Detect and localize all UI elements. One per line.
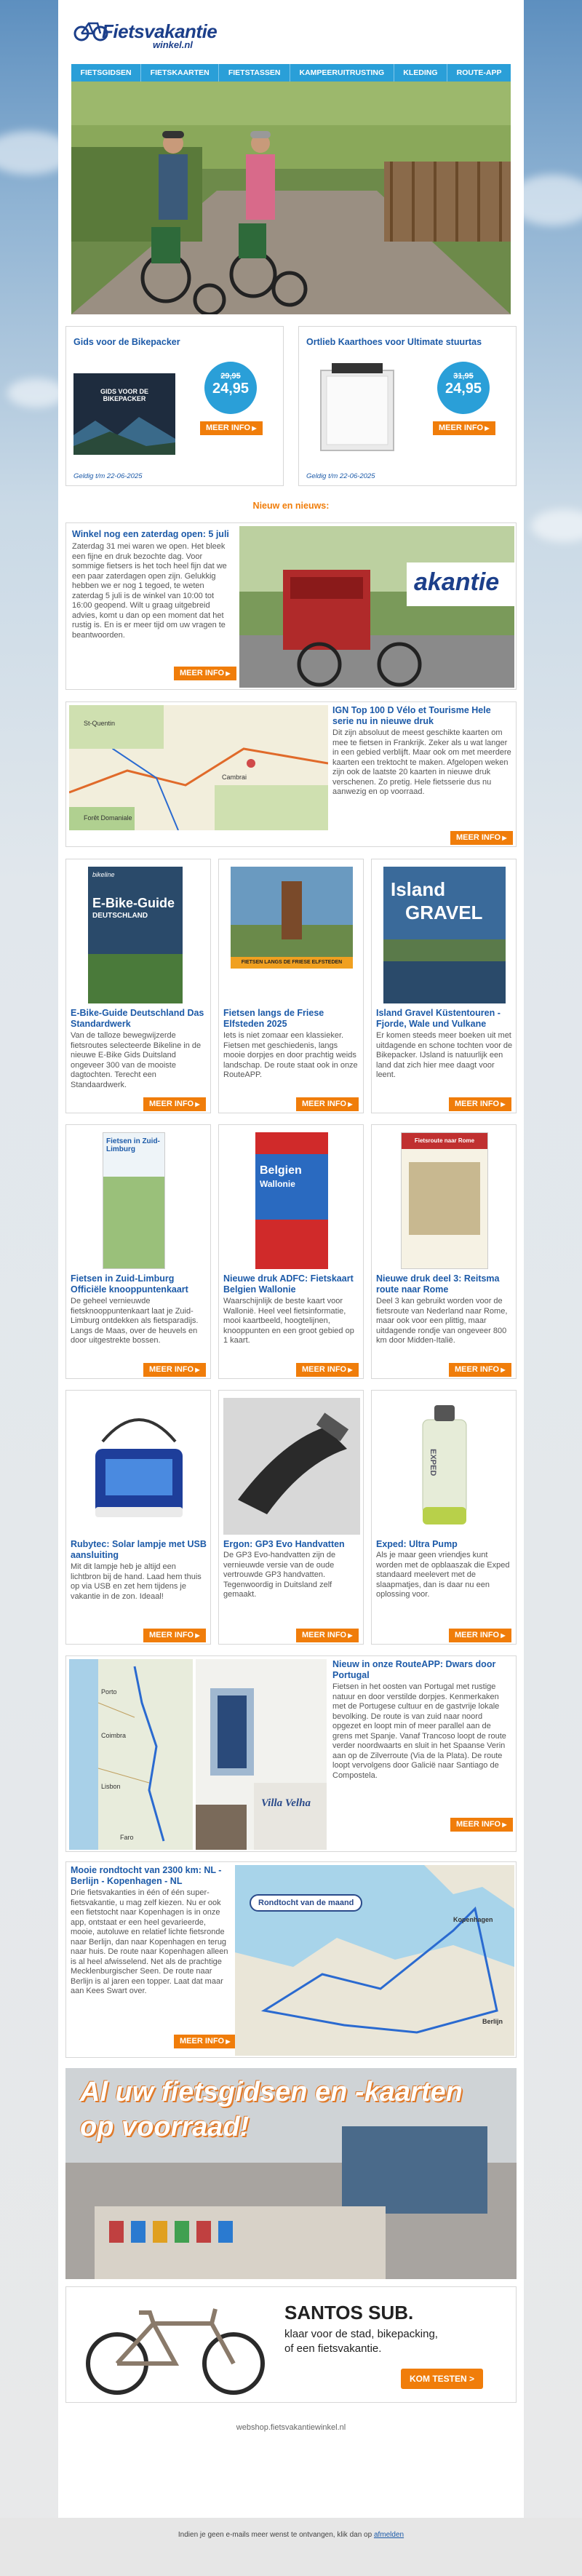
roundtrip-card[interactable] xyxy=(65,1861,517,2058)
logo[interactable] xyxy=(73,10,218,54)
map-label: Kopenhagen xyxy=(453,1916,493,1923)
nav-fietskaarten[interactable]: FIETSKAARTEN xyxy=(141,64,219,82)
ebike-guide-cover: bikeline E-Bike-Guide DEUTSCHLAND xyxy=(88,867,183,1003)
ign-card[interactable] xyxy=(65,701,517,847)
map-label: Berlijn xyxy=(482,2018,503,2025)
cyclists-photo xyxy=(71,82,511,314)
store-news-title: Winkel nog een zaterdag open: 5 juli xyxy=(72,529,229,539)
meer-info-button[interactable]: MEER INFO ▶ xyxy=(449,1097,511,1111)
santos-line2: of een fietsvakantie. xyxy=(284,2342,382,2355)
meer-info-button[interactable]: MEER INFO ▶ xyxy=(449,1363,511,1377)
reitsma-rome-cover: Fietsroute naar Rome xyxy=(401,1132,488,1269)
ergon-grips-image xyxy=(223,1398,360,1535)
meer-info-button[interactable]: MEER INFO ▶ xyxy=(200,421,263,435)
old-price: 31,95 xyxy=(453,372,474,381)
main-nav xyxy=(71,64,511,82)
meer-info-button[interactable]: MEER INFO ▶ xyxy=(174,667,236,680)
product-title: Ergon: GP3 Evo Handvatten xyxy=(223,1539,345,1549)
solar-lamp-image xyxy=(81,1398,197,1535)
offer-card-bikepacker[interactable] xyxy=(65,326,284,486)
product-card-solar-lamp[interactable] xyxy=(65,1390,211,1645)
routeapp-body: Fietsen in het oosten van Portugal met rustige natuur en door verstilde dorpjes. Kenmerkaken met de Portugese cultuur en de gastvrije lokale bevolking. De route is van zuid naar noord opgezet en loopt min of meer parallel aan de grens met Spanje. Vanaf Trancoso loopt de route verder noordwaarts en sluit in het Spaanse Verin aan op de Zilverroute (Via de la Plata). De route loopt vervolgens door Galicië naar Santiago de Compostela. xyxy=(332,1682,506,1780)
nav-kampeeruitrusting[interactable]: KAMPEERUITRUSTING xyxy=(290,64,394,82)
footer-url[interactable]: webshop.fietsvakantiewinkel.nl xyxy=(236,2423,346,2432)
meer-info-button[interactable]: MEER INFO ▶ xyxy=(143,1629,206,1642)
meer-info-button[interactable]: MEER INFO ▶ xyxy=(143,1363,206,1377)
meer-info-button[interactable]: MEER INFO ▶ xyxy=(296,1097,359,1111)
ign-title: IGN Top 100 D Vélo et Tourisme Hele serie nu in nieuwe druk xyxy=(332,705,491,726)
product-title: Nieuwe druk deel 3: Reitsma route naar Rome xyxy=(376,1273,500,1295)
new-price: 24,95 xyxy=(445,381,482,397)
bikepacker-book-cover: GIDS VOOR DE BIKEPACKER xyxy=(73,373,175,455)
kom-testen-button[interactable]: KOM TESTEN > xyxy=(401,2369,483,2389)
map-label: Porto xyxy=(101,1688,117,1696)
meer-info-button[interactable]: MEER INFO ▶ xyxy=(143,1097,206,1111)
map-case-image xyxy=(314,363,401,458)
nav-route-app[interactable]: ROUTE-APP xyxy=(456,68,502,77)
product-title: Fietsen in Zuid-Limburg Officiële knooppuntenkaart xyxy=(71,1273,188,1295)
elfsteden-cover: FIETSEN LANGS DE FRIESE ELFSTEDEN xyxy=(231,867,353,969)
exped-pump-image: EXPED xyxy=(415,1405,474,1529)
newsletter xyxy=(58,0,524,2518)
map-label: Lisbon xyxy=(101,1783,121,1790)
product-card-elfsteden[interactable] xyxy=(218,859,364,1113)
unsubscribe-text: Indien je geen e-mails meer wenst te ontvangen, klik dan op xyxy=(178,2531,372,2539)
meer-info-button[interactable]: MEER INFO ▶ xyxy=(174,2035,236,2048)
meer-info-button[interactable]: MEER INFO ▶ xyxy=(449,1629,511,1642)
product-body: Als je maar geen vriendjes kunt worden met de opblaaszak die Exped standaard meelevert met de slaapmatjes, dan is daar nu een oplossing voor. xyxy=(376,1551,510,1599)
valid-until: Geldig t/m 22-06-2025 xyxy=(73,472,143,480)
product-card-zuid-limburg[interactable] xyxy=(65,1124,211,1379)
product-body: Mit dit lampje heb je altijd een lichtbron bij de hand. Laad hem thuis op via USB en zet hem tijdens je vakantie in de zon. Ideaal! xyxy=(71,1562,202,1601)
product-title: Island Gravel Küstentouren - Fjorde, Wale und Vulkane xyxy=(376,1008,501,1029)
santos-bike-image xyxy=(81,2294,270,2396)
product-card-belgien-wallonie[interactable] xyxy=(218,1124,364,1379)
routeapp-portugal-card[interactable] xyxy=(65,1655,517,1852)
store-photo xyxy=(239,526,514,688)
banner-line2: op voorraad! xyxy=(80,2112,250,2142)
news-heading: Nieuw en nieuws: xyxy=(252,501,330,511)
meer-info-button[interactable]: MEER INFO ▶ xyxy=(433,421,495,435)
product-card-ebike-guide[interactable] xyxy=(65,859,211,1113)
product-body: Er komen steeds meer boeken uit met uitdagende en schone tochten voor de Bikepacker. IJsland is natuurlijk een land dat zich hier mee daagt voor leent. xyxy=(376,1031,513,1079)
store-sign-text: akantie xyxy=(414,568,500,596)
map-label: Cambrai xyxy=(222,774,247,781)
nav-fietsgidsen[interactable]: FIETSGIDSEN xyxy=(71,64,141,82)
belgien-wallonie-cover: Belgien Wallonie xyxy=(255,1132,328,1269)
product-body: Deel 3 kan gebruikt worden voor de fietsroute van Nederland naar Rome, maar ook voor een plittig, maar uitdagende rondje van ongeveer 800 km door Midden-Italië. xyxy=(376,1297,508,1345)
meer-info-button[interactable]: MEER INFO ▶ xyxy=(450,831,513,845)
offer-card-ortlieb[interactable] xyxy=(298,326,517,486)
map-label: St-Quentin xyxy=(84,720,116,727)
nav-kleding[interactable]: KLEDING xyxy=(394,64,447,82)
zuid-limburg-cover: Fietsen in Zuid-Limburg xyxy=(103,1132,165,1269)
map-label: Coimbra xyxy=(101,1732,127,1739)
unsubscribe-link[interactable]: afmelden xyxy=(373,2531,404,2539)
product-title: Fietsen langs de Friese Elfsteden 2025 xyxy=(223,1008,324,1029)
unsubscribe-line xyxy=(0,2531,582,2539)
roundtrip-body: Drie fietsvakanties in één of één super-fietsvakantie, u mag zelf kiezen. Nu er ook een fietstocht naar Kopenhagen is in onze app, ontstaat er een heel gevarieerde, mooie, autoluwe en relatief lichte fietsronde naar Berlijn, dan naar Kopenhagen en terug naar huis. De route naar Kopenhagen alleen is al heel afwisselend. Net als de prachtige Mecklenburgischer Seen. De route naar Berlijn is al jaren een topper. Laat dat maar aan Kees Swart over. xyxy=(71,1888,228,1995)
roundtrip-title: Mooie rondtocht van 2300 km: NL - Berlijn - Kopenhagen - NL xyxy=(71,1865,222,1886)
product-title: Nieuwe druk ADFC: Fietskaart Belgien Wallonie xyxy=(223,1273,354,1295)
new-price: 24,95 xyxy=(212,381,250,397)
santos-title: SANTOS SUB. xyxy=(284,2302,414,2323)
product-body: Iets is niet zomaar een klassieker. Fietsen met geschiedenis, langs mooie dorpjes en door prachtig weids landschap. De route staat ook in onze RouteAPP. xyxy=(223,1031,358,1079)
offer-title: Ortlieb Kaarthoes voor Ultimate stuurtas xyxy=(306,337,482,347)
routeapp-title: Nieuw in onze RouteAPP: Dwars door Portugal xyxy=(332,1659,496,1680)
offer-title: Gids voor de Bikepacker xyxy=(73,337,180,347)
ign-map-image xyxy=(69,705,328,830)
portugal-village-photo xyxy=(196,1659,327,1850)
nav-fietstassen[interactable]: FIETSTASSEN xyxy=(219,64,290,82)
product-body: Van de talloze bewegwijzerde fietsroutes selecteerde Bikeline in de nieuwe E-Bike Gids Duitsland ongeveer 300 van de mooiste dagtochten. Terecht een Standaardwerk. xyxy=(71,1031,202,1089)
product-title: Exped: Ultra Pump xyxy=(376,1539,458,1549)
store-news-body: Zaterdag 31 mei waren we open. Het bleek een fijne en druk bezochte dag. Voor sommige fietsers is het toch heel fijn dat we een paar zaterdagen open zijn. Gelukkig hebben we er nog 1 tegoed, te weten zaterdag 5 juli is de winkel van 10:00 tot 16:00 geopend. Wilt u graag uitgebreid advies, komt u dan op een moment dat het rustig is. En is er meer tijd om uw vragen te beantwoorden. xyxy=(72,542,227,640)
ign-body: Dit zijn absoluut de meest geschikte kaarten om mee te fietsen in Frankrijk. Zeker als u wat langer in een gebied verblijft. Maar ook om met meerdere kaarten een trektocht te maken. Afgelopen weken zijn ook de laatste 20 kaarten in nieuwe druk verschenen. Zo pretig. Hele fietsserie dus nu aanwezig en op voorraad. xyxy=(332,728,511,796)
product-card-island-gravel[interactable] xyxy=(371,859,517,1113)
map-label: Forêt Domaniale xyxy=(84,814,132,822)
logo-sub: winkel.nl xyxy=(153,39,193,50)
portugal-route-map xyxy=(69,1659,193,1850)
price-badge xyxy=(204,362,257,414)
product-body: De geheel vernieuwde fietsknooppuntenkaart laat je Zuid-Limburg ontdekken als fietsparadijs. Langs de Maas, over de heuvels en door uitgestrekte bossen. xyxy=(71,1297,199,1345)
rondtocht-badge: Rondtocht van de maand xyxy=(250,1894,362,1912)
valid-until: Geldig t/m 22-06-2025 xyxy=(306,472,375,480)
meer-info-button[interactable]: MEER INFO ▶ xyxy=(296,1629,359,1642)
product-title: Rubytec: Solar lampje met USB aansluiting xyxy=(71,1539,207,1560)
santos-ad[interactable] xyxy=(65,2286,517,2403)
product-card-ergon-grips[interactable] xyxy=(218,1390,364,1645)
meer-info-button[interactable]: MEER INFO ▶ xyxy=(296,1363,359,1377)
island-gravel-cover: Island GRAVEL xyxy=(383,867,506,1003)
product-card-exped-pump[interactable] xyxy=(371,1390,517,1645)
product-card-reitsma-rome[interactable] xyxy=(371,1124,517,1379)
hero-image[interactable] xyxy=(71,82,511,314)
store-banner[interactable] xyxy=(65,2068,517,2279)
product-body: Waarschijnlijk de beste kaart voor Wallonië. Heel veel fietsinformatie, mooi kaartbeeld, hoogtelijnen, knooppunten en een groot gebied op 1 kaart. xyxy=(223,1297,354,1345)
santos-line1: klaar voor de stad, bikepacking, xyxy=(284,2328,438,2340)
old-price: 29,95 xyxy=(220,372,241,381)
logo-main: Fietsvakantie xyxy=(102,20,218,42)
village-sign-text: Villa Velha xyxy=(261,1797,311,1809)
product-body: De GP3 Evo-handvatten zijn de vernieuwde versie van de oude vertrouwde GP3 handvatten. Tegenwoordig in Duitsland zelf gemaakt. xyxy=(223,1551,336,1599)
roundtrip-map xyxy=(235,1865,514,2056)
map-label: Faro xyxy=(120,1834,134,1841)
price-badge xyxy=(437,362,490,414)
meer-info-button[interactable]: MEER INFO ▶ xyxy=(450,1818,513,1832)
store-news-card[interactable] xyxy=(65,522,517,690)
product-title: E-Bike-Guide Deutschland Das Standardwerk xyxy=(71,1008,204,1029)
banner-line1: Al uw fietsgidsen en -kaarten xyxy=(80,2077,463,2107)
